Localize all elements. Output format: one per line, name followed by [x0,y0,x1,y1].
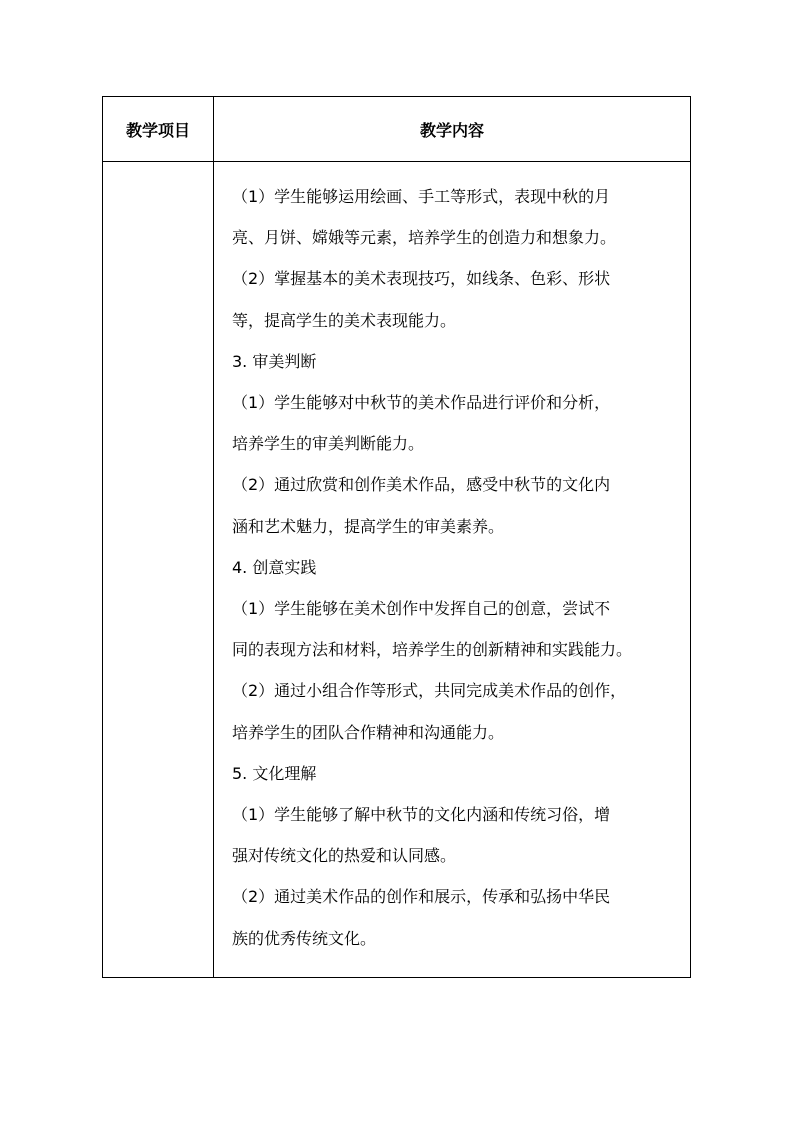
teaching-item-cell [103,162,214,978]
content-line: 强对传统文化的热爱和认同感。 [232,846,457,866]
content-line: （1）学生能够运用绘画、手工等形式，表现中秋的月 [232,187,611,206]
content-line: （2）掌握基本的美术表现技巧，如线条、色彩、形状 [232,269,611,289]
content-line: （1）学生能够对中秋节的美术作品进行评价和分析， [232,393,611,413]
content-line: 族的优秀传统文化。 [232,928,377,948]
table-content-row [103,162,691,978]
content-line: （2）通过美术作品的创作和展示，传承和弘扬中华民 [232,887,611,907]
content-line: 等，提高学生的美术表现能力。 [232,310,457,330]
table-header-row [103,97,691,162]
content-line: （2）通过欣赏和创作美术作品，感受中秋节的文化内 [232,475,611,495]
content-line: （1）学生能够在美术创作中发挥自己的创意，尝试不 [232,599,611,619]
content-line: （1）学生能够了解中秋节的文化内涵和传统习俗，增 [232,805,611,825]
content-line: （2）通过小组合作等形式，共同完成美术作品的创作， [232,681,627,701]
lesson-table [102,96,691,978]
content-line: 涵和艺术魅力，提高学生的审美素养。 [232,516,505,536]
teaching-content-cell [214,162,691,978]
content-line: 亮、月饼、嫦娥等元素，培养学生的创造力和想象力。 [232,228,617,248]
content-line: 同的表现方法和材料，培养学生的创新精神和实践能力。 [232,640,633,660]
section-heading: 5. 文化理解 [232,763,317,783]
content-line: 培养学生的审美判断能力。 [232,434,425,454]
section-heading: 4. 创意实践 [232,557,317,577]
section-heading: 3. 审美判断 [232,351,317,371]
content-line: 培养学生的团队合作精神和沟通能力。 [232,722,505,742]
header-teaching-item: 教学项目 [103,97,214,162]
header-teaching-content: 教学内容 [214,97,691,162]
